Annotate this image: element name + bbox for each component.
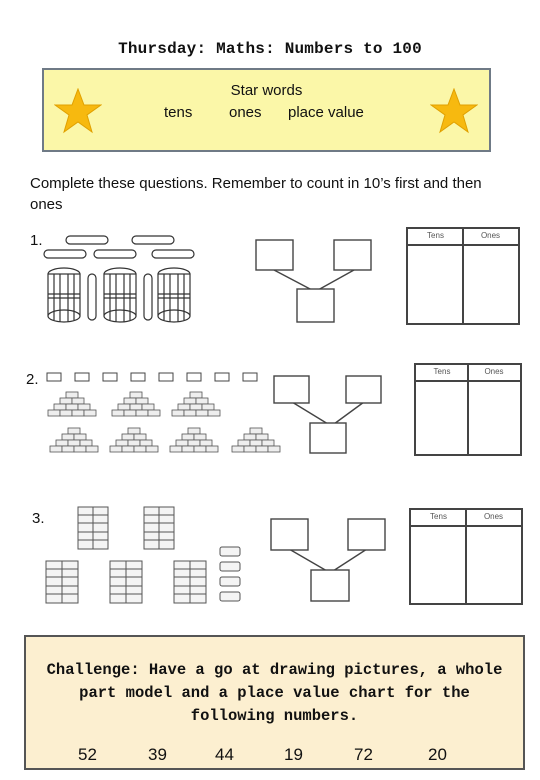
challenge-text: Challenge: Have a go at drawing pictures, a whole part model and a place value chart for the following numbers. xyxy=(46,661,503,725)
ones-header: Ones xyxy=(480,231,501,240)
cubes-picture xyxy=(42,370,282,462)
challenge-box xyxy=(24,635,525,770)
place-value-chart[interactable] xyxy=(414,363,522,456)
challenge-number: 52 xyxy=(78,745,97,764)
question-2-label: 2. xyxy=(26,371,39,388)
challenge-number: 19 xyxy=(284,745,303,764)
part-box[interactable] xyxy=(346,376,381,403)
place-value-chart[interactable] xyxy=(406,227,520,325)
star-word-ones: ones xyxy=(229,104,262,121)
star-word-tens: tens xyxy=(164,104,193,121)
star-icon xyxy=(430,88,478,134)
challenge-number: 39 xyxy=(148,745,167,764)
part-whole-model xyxy=(269,517,389,603)
place-value-chart[interactable] xyxy=(409,508,523,605)
part-box[interactable] xyxy=(348,519,385,550)
star-word-place-value: place value xyxy=(288,104,364,121)
part-box[interactable] xyxy=(334,240,371,270)
challenge-number: 44 xyxy=(215,745,234,764)
page-title: Thursday: Maths: Numbers to 100 xyxy=(118,40,422,58)
question-1-label: 1. xyxy=(30,232,43,249)
whole-box[interactable] xyxy=(297,289,334,322)
part-box[interactable] xyxy=(256,240,293,270)
tens-header: Tens xyxy=(427,231,444,240)
instructions: Complete these questions. Remember to count in 10’s first and then ones xyxy=(30,175,482,213)
question-3-label: 3. xyxy=(32,510,45,527)
star-words-box xyxy=(42,68,491,152)
whole-box[interactable] xyxy=(310,423,346,453)
star-words-heading: Star words xyxy=(230,82,303,99)
ones-header: Ones xyxy=(483,512,504,521)
challenge-number: 72 xyxy=(354,745,373,764)
challenge-number: 20 xyxy=(428,745,447,764)
tens-header: Tens xyxy=(430,512,447,521)
tens-frames-picture xyxy=(44,505,244,605)
part-box[interactable] xyxy=(274,376,309,403)
part-box[interactable] xyxy=(271,519,308,550)
tens-header: Tens xyxy=(433,367,451,376)
part-whole-model xyxy=(272,374,392,456)
whole-box[interactable] xyxy=(311,570,349,601)
ones-header: Ones xyxy=(484,367,504,376)
part-whole-model xyxy=(254,238,374,324)
tens-rods-ones-picture xyxy=(42,232,197,327)
